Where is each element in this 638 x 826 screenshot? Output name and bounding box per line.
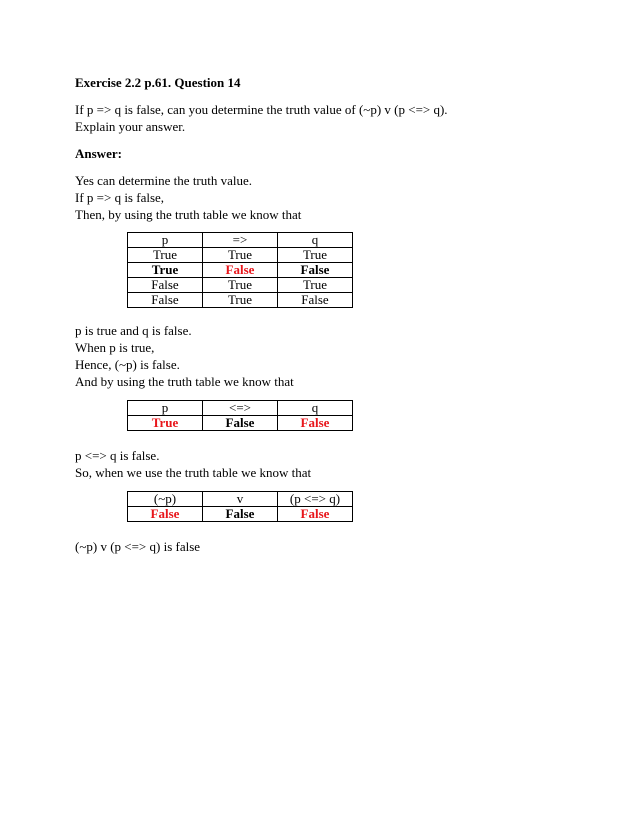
conclusion-line: (~p) v (p <=> q) is false — [75, 539, 201, 554]
table-cell: True — [203, 293, 278, 308]
question-line-1: If p => q is false, can you determine the truth value of (~p) v (p <=> q). — [75, 102, 448, 117]
table-header-row — [128, 401, 353, 416]
intro-line-3: Then, by using the truth table we know that — [75, 207, 302, 222]
header-cell: <=> — [203, 401, 278, 416]
table-cell: True — [203, 278, 278, 293]
table-row — [128, 278, 353, 293]
table-row — [128, 248, 353, 263]
middle-line-4: And by using the truth table we know that — [75, 374, 294, 389]
header-cell: p — [128, 401, 203, 416]
table-header-row — [128, 492, 353, 507]
after-table2-line-1: p <=> q is false. — [75, 448, 160, 463]
biconditional-truth-table — [127, 400, 353, 431]
intro-line-1: Yes can determine the truth value. — [75, 173, 253, 188]
table-row — [128, 416, 353, 431]
header-cell: (p <=> q) — [278, 492, 353, 507]
table-cell-highlighted: True — [128, 416, 203, 431]
table-cell: False — [203, 416, 278, 431]
table-cell: True — [203, 248, 278, 263]
table-cell: False — [278, 263, 353, 278]
header-cell: => — [203, 233, 278, 248]
table-cell: False — [128, 278, 203, 293]
middle-line-1: p is true and q is false. — [75, 323, 192, 338]
exercise-heading: Exercise 2.2 p.61. Question 14 — [75, 75, 241, 90]
middle-line-3: Hence, (~p) is false. — [75, 357, 180, 372]
table-cell-highlighted: False — [278, 416, 353, 431]
header-cell: q — [278, 401, 353, 416]
table-cell: True — [278, 278, 353, 293]
table-cell-highlighted: False — [278, 507, 353, 522]
intro-line-2: If p => q is false, — [75, 190, 165, 205]
answer-label: Answer: — [75, 146, 122, 161]
table-row — [128, 293, 353, 308]
header-cell: v — [203, 492, 278, 507]
after-table2-line-2: So, when we use the truth table we know that — [75, 465, 312, 480]
implication-truth-table — [127, 232, 353, 308]
question-line-2: Explain your answer. — [75, 119, 186, 134]
header-cell: q — [278, 233, 353, 248]
table-cell: False — [203, 507, 278, 522]
header-cell: (~p) — [128, 492, 203, 507]
table-cell: True — [128, 263, 203, 278]
table-cell: False — [128, 293, 203, 308]
table-row-highlighted — [128, 263, 353, 278]
table-cell: False — [278, 293, 353, 308]
middle-line-2: When p is true, — [75, 340, 155, 355]
header-cell: p — [128, 233, 203, 248]
table-header-row — [128, 233, 353, 248]
table-row — [128, 507, 353, 522]
table-cell: True — [278, 248, 353, 263]
table-cell-highlighted: False — [128, 507, 203, 522]
disjunction-truth-table — [127, 491, 353, 522]
table-cell: True — [128, 248, 203, 263]
table-cell-highlighted: False — [203, 263, 278, 278]
